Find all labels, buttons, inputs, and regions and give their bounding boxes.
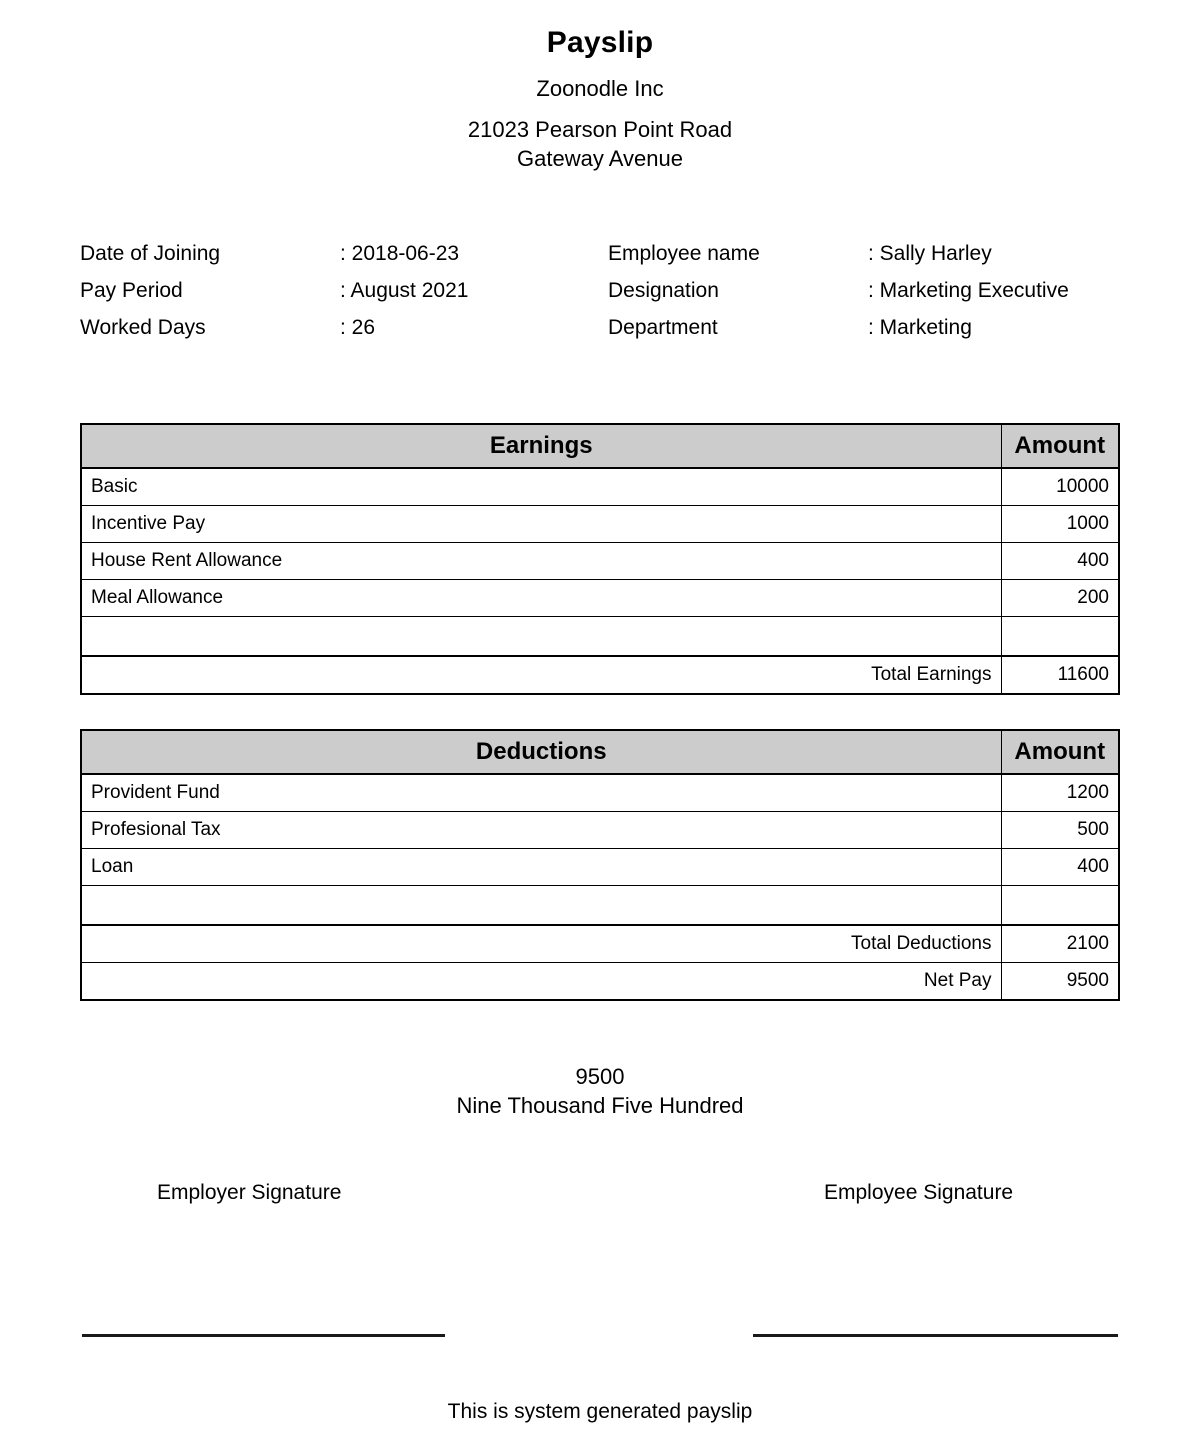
- detail-label-employee-name: Employee name: [608, 242, 760, 265]
- company-address-line-2: Gateway Avenue: [517, 146, 683, 171]
- detail-row-designation: [608, 279, 1168, 316]
- earnings-total-amount: 11600: [1001, 656, 1119, 694]
- net-pay-label: Net Pay: [81, 963, 1001, 1001]
- detail-label-designation: Designation: [608, 279, 719, 302]
- earnings-blank-row: [81, 617, 1119, 657]
- deductions-row-description: Profesional Tax: [81, 812, 1001, 849]
- net-pay-summary-words: Nine Thousand Five Hundred: [456, 1093, 744, 1118]
- earnings-table-header-row: [81, 424, 1119, 468]
- deductions-row-amount: 400: [1001, 849, 1119, 886]
- table-row: [81, 543, 1119, 580]
- page-title: Payslip: [546, 26, 654, 59]
- deductions-header-amount: Amount: [1001, 730, 1119, 774]
- earnings-row-description: House Rent Allowance: [81, 543, 1001, 580]
- detail-value-worked-days: : 26: [340, 316, 376, 339]
- detail-value-employee-name: : Sally Harley: [868, 242, 992, 265]
- earnings-total-row: [81, 656, 1119, 694]
- deductions-row-description: Loan: [81, 849, 1001, 886]
- table-row: [81, 849, 1119, 886]
- detail-label-date-of-joining: Date of Joining: [80, 242, 221, 265]
- table-row: [81, 580, 1119, 617]
- employer-signature-line: [82, 1334, 445, 1337]
- deductions-total-row: [81, 925, 1119, 963]
- detail-row-pay-period: [80, 279, 610, 316]
- deductions-table: [80, 729, 1120, 1001]
- table-row: [81, 774, 1119, 812]
- table-row: [81, 468, 1119, 506]
- company-address: [0, 115, 1200, 173]
- table-row: [81, 506, 1119, 543]
- employer-signature-label: Employer Signature: [157, 1181, 342, 1204]
- company-address-line-1: 21023 Pearson Point Road: [467, 117, 733, 142]
- earnings-total-label: Total Earnings: [81, 656, 1001, 694]
- net-pay-amount: 9500: [1001, 963, 1119, 1001]
- detail-row-date-of-joining: [80, 242, 610, 279]
- detail-row-department: [608, 316, 1168, 353]
- table-row: [81, 812, 1119, 849]
- deductions-blank-row: [81, 886, 1119, 926]
- earnings-blank-description: [81, 617, 1001, 657]
- earnings-table: [80, 423, 1120, 695]
- deductions-blank-description: [81, 886, 1001, 926]
- deductions-row-amount: 1200: [1001, 774, 1119, 812]
- earnings-row-description: Incentive Pay: [81, 506, 1001, 543]
- detail-value-department: : Marketing: [868, 316, 972, 339]
- net-pay-summary-amount: 9500: [575, 1064, 625, 1089]
- detail-row-worked-days: [80, 316, 610, 353]
- earnings-row-amount: 400: [1001, 543, 1119, 580]
- detail-value-pay-period: : August 2021: [340, 279, 469, 302]
- earnings-blank-amount: [1001, 617, 1119, 657]
- deductions-row-description: Provident Fund: [81, 774, 1001, 812]
- deductions-row-amount: 500: [1001, 812, 1119, 849]
- earnings-row-amount: 1000: [1001, 506, 1119, 543]
- detail-value-date-of-joining: : 2018-06-23: [340, 242, 460, 265]
- deductions-total-amount: 2100: [1001, 925, 1119, 963]
- detail-value-designation: : Marketing Executive: [868, 279, 1069, 302]
- net-pay-row: [81, 963, 1119, 1001]
- earnings-row-description: Basic: [81, 468, 1001, 506]
- detail-label-worked-days: Worked Days: [80, 316, 206, 339]
- employee-signature-line: [753, 1334, 1118, 1337]
- detail-row-employee-name: [608, 242, 1168, 279]
- earnings-header-amount: Amount: [1001, 424, 1119, 468]
- deductions-header-description: Deductions: [81, 730, 1001, 774]
- earnings-row-amount: 200: [1001, 580, 1119, 617]
- deductions-total-label: Total Deductions: [81, 925, 1001, 963]
- deductions-blank-amount: [1001, 886, 1119, 926]
- detail-label-pay-period: Pay Period: [80, 279, 183, 302]
- earnings-header-description: Earnings: [81, 424, 1001, 468]
- company-name: Zoonodle Inc: [536, 76, 664, 101]
- footer-note: This is system generated payslip: [447, 1400, 753, 1423]
- employee-signature-label: Employee Signature: [824, 1181, 1014, 1204]
- employee-details-left-column: [80, 242, 610, 353]
- employee-details-right-column: [608, 242, 1168, 353]
- employee-details: [0, 242, 1200, 352]
- earnings-row-description: Meal Allowance: [81, 580, 1001, 617]
- deductions-table-header-row: [81, 730, 1119, 774]
- earnings-row-amount: 10000: [1001, 468, 1119, 506]
- detail-label-department: Department: [608, 316, 718, 339]
